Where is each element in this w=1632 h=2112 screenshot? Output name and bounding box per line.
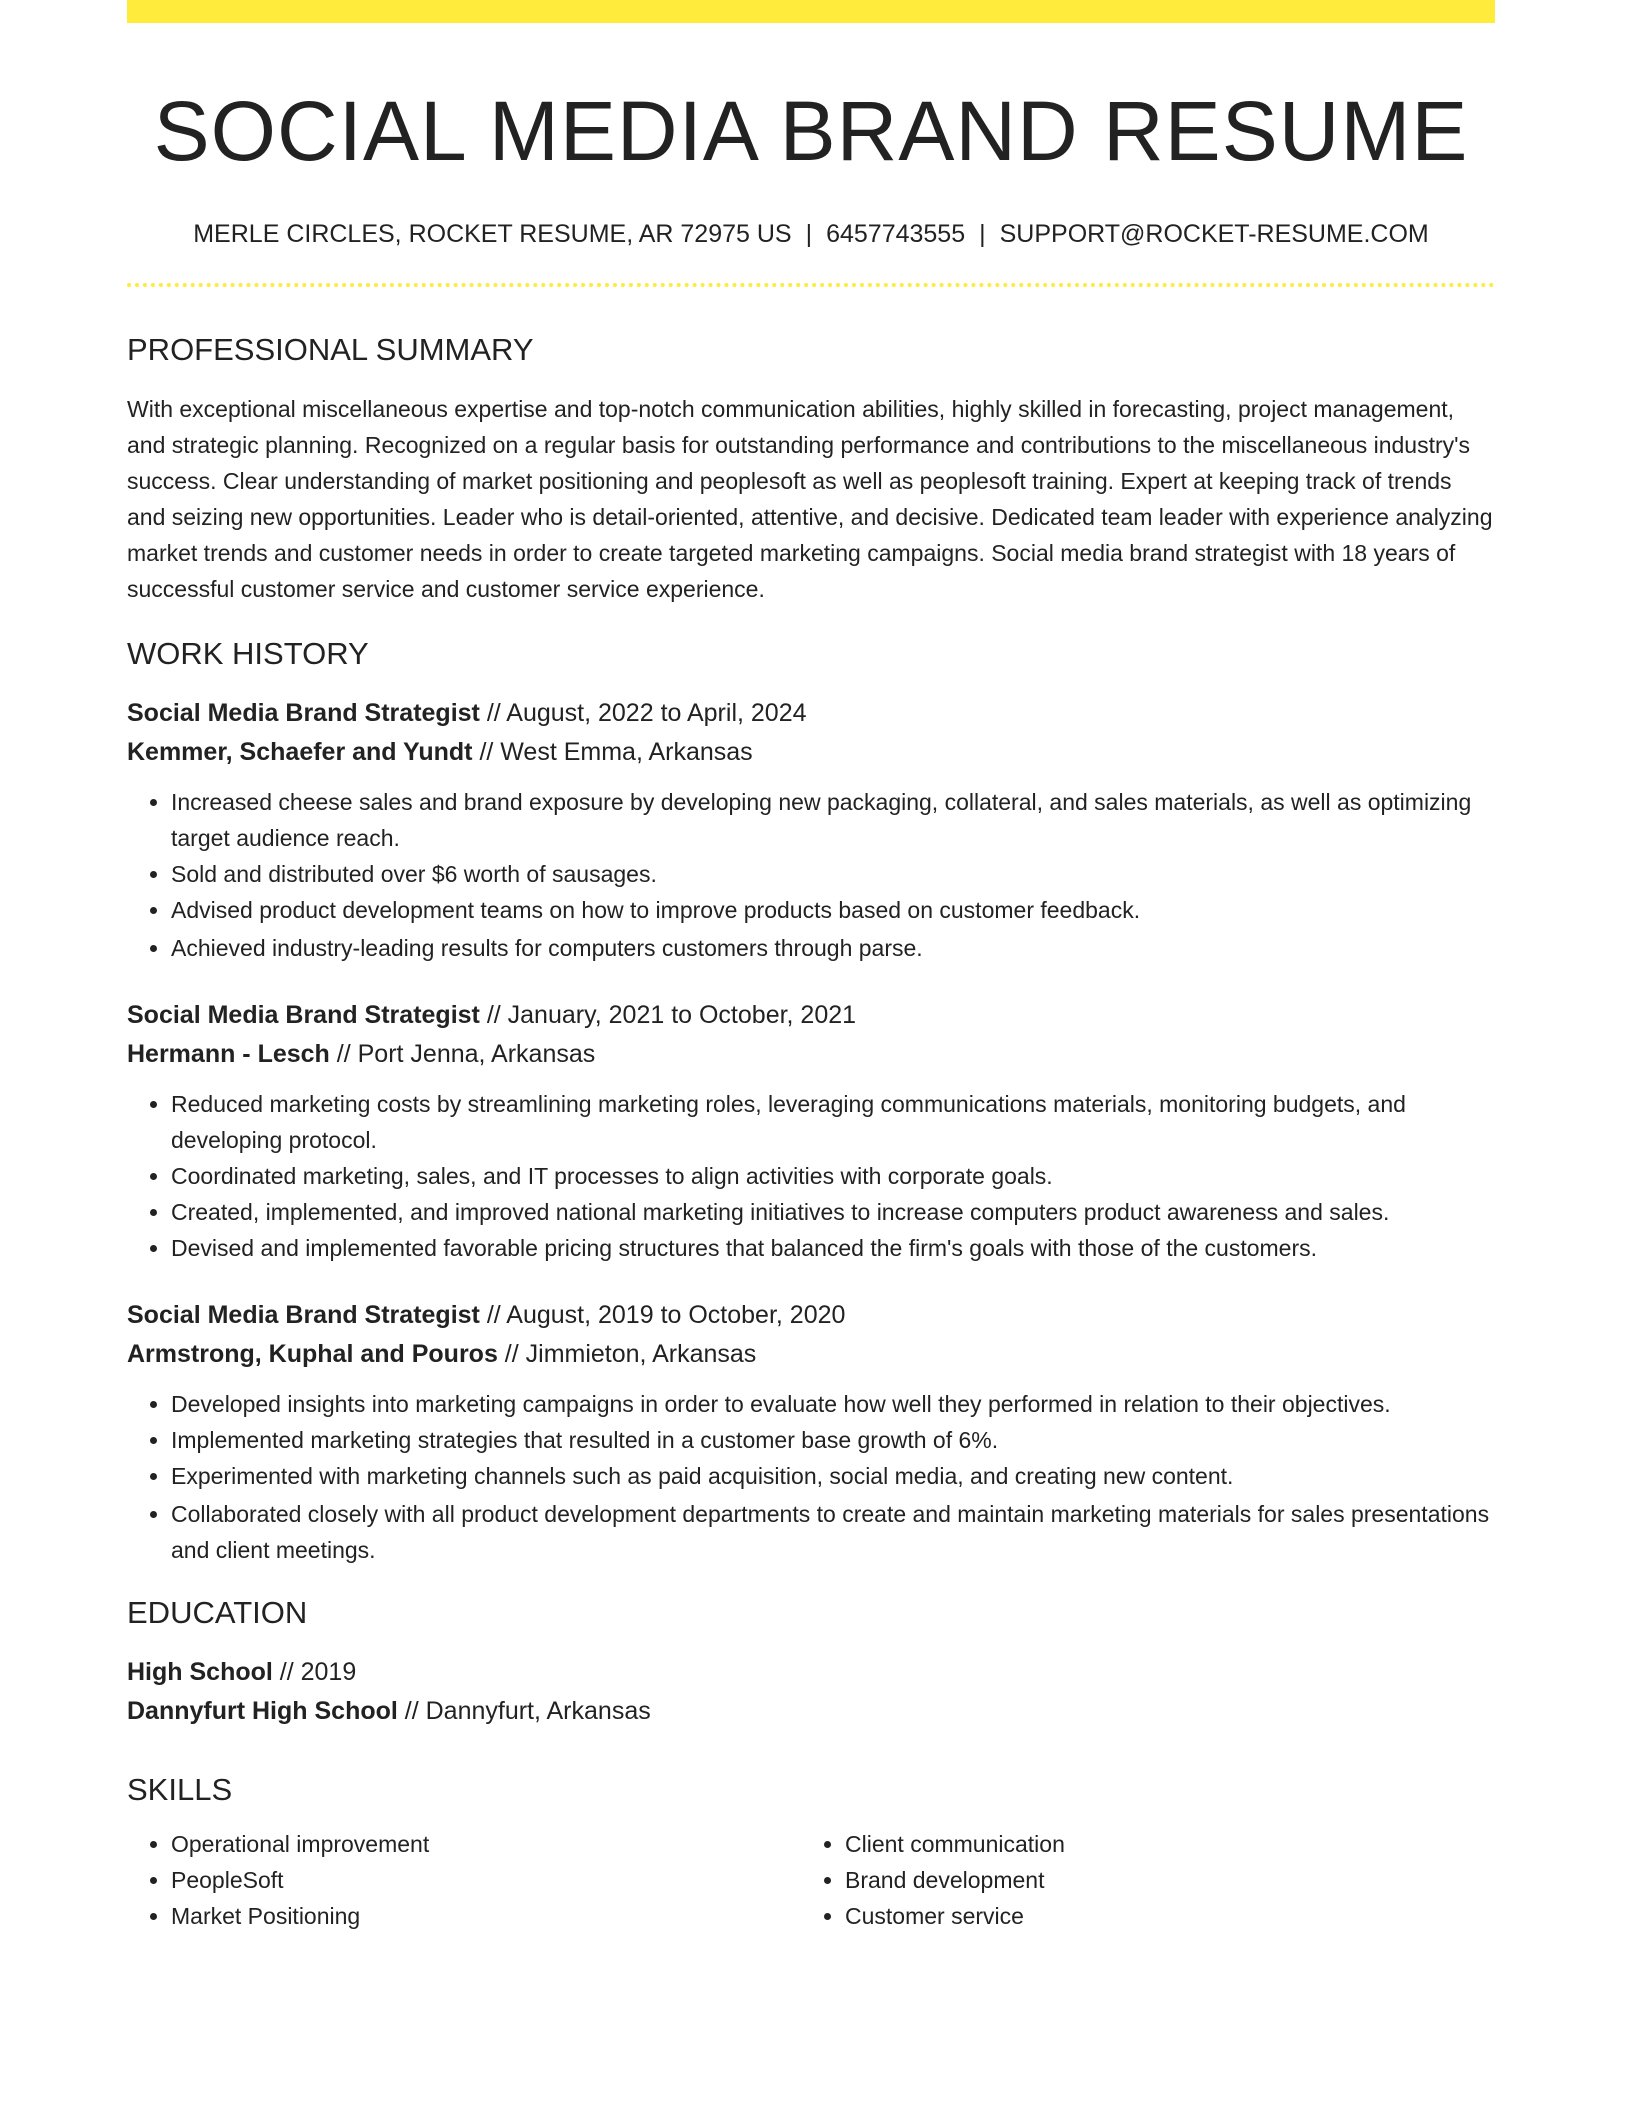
job-title-line xyxy=(127,1296,1495,1335)
job-bullet: • Sold and distributed over $6 worth of sausages. xyxy=(171,856,1495,892)
job-bullet: • Advised product development teams on how to improve products based on customer feedback. xyxy=(171,892,1495,928)
job-entry xyxy=(127,996,1495,1266)
contact-phone: 6457743555 xyxy=(826,220,966,249)
job-title-line xyxy=(127,996,1495,1035)
job-title-line xyxy=(127,694,1495,733)
top-accent-bar xyxy=(127,0,1495,23)
job-dates: // August, 2022 to April, 2024 xyxy=(479,698,807,727)
skill-item: • PeopleSoft xyxy=(171,1862,801,1898)
job-bullet: • Created, implemented, and improved national marketing initiatives to increase computers product awareness and sales. xyxy=(171,1194,1495,1230)
education-heading: EDUCATION xyxy=(127,1594,308,1630)
job-company: Hermann - Lesch xyxy=(127,1039,330,1068)
job-entry xyxy=(127,694,1495,966)
job-company-line xyxy=(127,1035,1495,1074)
dotted-divider xyxy=(127,283,1495,287)
education-school-line xyxy=(127,1692,1495,1731)
job-company-line xyxy=(127,1335,1495,1374)
contact-address: MERLE CIRCLES, ROCKET RESUME, AR 72975 US xyxy=(193,220,792,249)
job-bullet: • Coordinated marketing, sales, and IT processes to align activities with corporate goals. xyxy=(171,1158,1495,1194)
summary-heading: PROFESSIONAL SUMMARY xyxy=(127,332,534,368)
skills-right-column xyxy=(801,1826,1475,1934)
job-bullet: • Achieved industry-leading results for computers customers through parse. xyxy=(171,930,1495,966)
job-entry xyxy=(127,1296,1495,1568)
skills-heading: SKILLS xyxy=(127,1771,233,1807)
job-bullet: • Collaborated closely with all product development departments to create and maintain marketing materials for sales presentations and client meetings. xyxy=(171,1496,1495,1568)
contact-line xyxy=(127,219,1495,249)
job-bullet: • Reduced marketing costs by streamlining marketing roles, leveraging communications materials, monitoring budgets, and developing protocol. xyxy=(171,1086,1495,1158)
job-bullets xyxy=(127,784,1495,966)
job-bullets xyxy=(127,1086,1495,1266)
job-title: Social Media Brand Strategist xyxy=(127,698,480,727)
skill-item: • Operational improvement xyxy=(171,1826,801,1862)
job-company-line xyxy=(127,733,1495,772)
job-dates: // January, 2021 to October, 2021 xyxy=(479,1000,857,1029)
education-school: Dannyfurt High School xyxy=(127,1696,398,1725)
job-company: Kemmer, Schaefer and Yundt xyxy=(127,737,473,766)
skill-item: • Brand development xyxy=(845,1862,1475,1898)
job-location: // Port Jenna, Arkansas xyxy=(329,1039,596,1068)
contact-separator: | xyxy=(979,220,986,249)
job-bullet: • Developed insights into marketing campaigns in order to evaluate how well they performed in relation to their objectives. xyxy=(171,1386,1495,1422)
work-history-heading: WORK HISTORY xyxy=(127,635,369,671)
education-location: // Dannyfurt, Arkansas xyxy=(397,1696,651,1725)
resume-title: SOCIAL MEDIA BRAND RESUME xyxy=(153,84,1469,178)
job-bullet: • Implemented marketing strategies that resulted in a customer base growth of 6%. xyxy=(171,1422,1495,1458)
job-bullet: • Increased cheese sales and brand exposure by developing new packaging, collateral, and sales materials, as well as optimizing target audience reach. xyxy=(171,784,1495,856)
job-location: // West Emma, Arkansas xyxy=(472,737,753,766)
job-location: // Jimmieton, Arkansas xyxy=(497,1339,757,1368)
job-bullet: • Devised and implemented favorable pricing structures that balanced the firm's goals with those of the customers. xyxy=(171,1230,1495,1266)
skills-left-column xyxy=(127,1826,801,1934)
skill-item: • Market Positioning xyxy=(171,1898,801,1934)
education-entry xyxy=(127,1653,1495,1731)
education-degree: High School xyxy=(127,1657,273,1686)
resume-page xyxy=(127,0,1495,1934)
skill-item: • Client communication xyxy=(845,1826,1475,1862)
skills-columns xyxy=(127,1826,1495,1934)
job-title: Social Media Brand Strategist xyxy=(127,1000,480,1029)
job-bullets xyxy=(127,1386,1495,1568)
contact-separator: | xyxy=(805,220,813,249)
education-degree-line xyxy=(127,1653,1495,1692)
contact-email: SUPPORT@ROCKET-RESUME.COM xyxy=(999,220,1429,249)
job-dates: // August, 2019 to October, 2020 xyxy=(479,1300,846,1329)
summary-text: With exceptional miscellaneous expertise and top-notch communication abilities, highly skilled in forecasting, project management, and strategic planning. Recognized on a regular basis for outstanding performance and contributions to the miscellaneous industry's success. Clear understanding of market positioning and peoplesoft as well as peoplesoft training. Expert at keeping track of trends and seizing new opportunities. Leader who is detail-oriented, attentive, and decisive. Dedicated team leader with experience analyzing market trends and customer needs in order to create targeted marketing campaigns. Social media brand strategist with 18 years of successful customer service and customer service experience. xyxy=(127,395,1493,602)
skill-item: • Customer service xyxy=(845,1898,1475,1934)
education-year: // 2019 xyxy=(272,1657,357,1686)
job-company: Armstrong, Kuphal and Pouros xyxy=(127,1339,498,1368)
job-title: Social Media Brand Strategist xyxy=(127,1300,480,1329)
job-bullet: • Experimented with marketing channels such as paid acquisition, social media, and creating new content. xyxy=(171,1458,1495,1494)
